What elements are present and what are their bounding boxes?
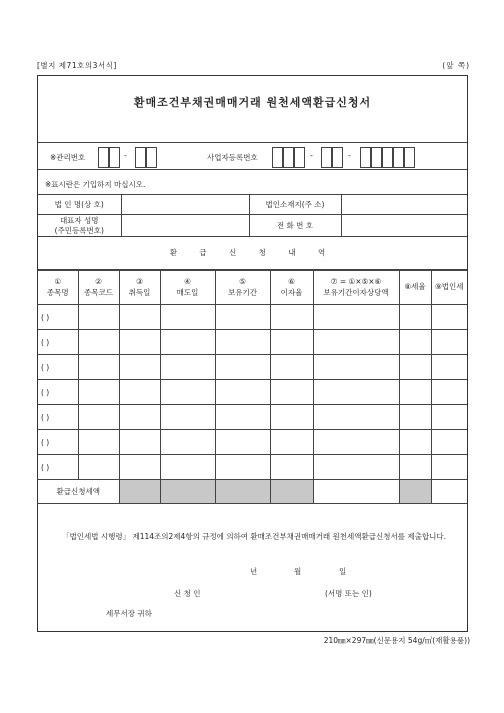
total-row	[38, 480, 467, 504]
column-header	[270, 271, 313, 305]
column-label: 종목명	[46, 287, 69, 297]
table-cell[interactable]	[215, 405, 270, 430]
management-no-box-1[interactable]	[98, 147, 109, 168]
corp-name-field[interactable]	[121, 195, 249, 215]
table-cell[interactable]	[399, 430, 431, 455]
applicant-label: 신 청 인	[174, 589, 201, 598]
table-row	[38, 430, 467, 455]
table-cell[interactable]	[160, 330, 215, 355]
column-label: 이자율	[280, 287, 303, 297]
refund-detail-table	[38, 270, 467, 504]
table-row	[38, 330, 467, 355]
code-placeholder: ( )	[41, 362, 50, 372]
table-cell[interactable]	[270, 330, 313, 355]
table-cell[interactable]	[270, 355, 313, 380]
table-cell[interactable]	[78, 430, 119, 455]
shaded-cell	[399, 480, 431, 504]
code-placeholder: ( )	[41, 437, 50, 447]
resident-number-label: (주민등록번호)	[54, 225, 104, 235]
business-reg-label: 사업자등록번호	[207, 153, 258, 162]
column-number: ⑥	[288, 277, 295, 286]
table-cell[interactable]	[313, 430, 399, 455]
column-label: ⑧세율	[404, 282, 426, 292]
business-reg-box-7[interactable]	[371, 147, 382, 168]
table-cell[interactable]	[160, 405, 215, 430]
management-no-box-2[interactable]	[109, 147, 120, 168]
corp-name-label: 법 인 명(상 호)	[38, 195, 121, 215]
table-cell[interactable]	[431, 330, 467, 355]
table-cell[interactable]	[119, 355, 160, 380]
column-label: ⑨법인세	[435, 282, 464, 292]
table-header-row	[38, 271, 467, 305]
management-row	[38, 142, 467, 170]
statement-text: 「법인세법 시행령」 제114조의2제4항의 규정에 의하여 환매조건부채권매매거래 원천세액환급신청서를 제출합니다.	[62, 532, 446, 541]
column-label: 보유기간이자상당액	[323, 287, 389, 297]
table-row	[38, 355, 467, 380]
table-cell[interactable]	[270, 380, 313, 405]
corp-address-label: 법인소재지(주 소)	[249, 195, 341, 215]
business-reg-box-5[interactable]	[332, 147, 343, 168]
page-side-label: (앞 쪽)	[442, 61, 470, 70]
table-cell[interactable]	[119, 430, 160, 455]
business-reg-box-2[interactable]	[283, 147, 294, 168]
management-no-box-3[interactable]	[135, 147, 146, 168]
table-cell[interactable]	[399, 305, 431, 330]
table-row	[38, 405, 467, 430]
table-cell[interactable]	[399, 355, 431, 380]
column-number: ④	[184, 277, 191, 286]
dash: -	[310, 151, 313, 160]
column-number: ①	[54, 277, 62, 286]
representative-field[interactable]	[121, 215, 249, 237]
code-placeholder: ( )	[41, 312, 50, 322]
table-cell[interactable]	[119, 380, 160, 405]
code-placeholder: ( )	[41, 337, 50, 347]
section-title: 환 급 신 청 내 역	[38, 236, 467, 270]
table-cell[interactable]	[399, 380, 431, 405]
table-cell[interactable]	[215, 430, 270, 455]
column-header	[119, 271, 160, 305]
phone-field[interactable]	[341, 215, 467, 237]
table-cell[interactable]	[431, 355, 467, 380]
form-title: 환매조건부채권매매거래 원천세액환급신청서	[133, 96, 372, 109]
table-cell[interactable]	[313, 330, 399, 355]
form-frame	[37, 75, 468, 632]
table-cell[interactable]	[119, 305, 160, 330]
representative-name-label: 대표자 성명	[59, 216, 99, 226]
day-label: 일	[339, 567, 347, 576]
signature-label: (서명 또는 인)	[325, 589, 372, 598]
column-number: ⑤	[239, 277, 246, 286]
table-row	[38, 455, 467, 480]
item-name-cell[interactable]	[38, 405, 78, 430]
year-label: 년	[250, 567, 258, 576]
column-number: ②	[95, 277, 102, 286]
column-header	[78, 271, 119, 305]
month-label: 월	[294, 567, 302, 576]
table-cell[interactable]	[399, 330, 431, 355]
table-cell[interactable]	[160, 355, 215, 380]
shaded-cell	[215, 480, 270, 504]
table-cell[interactable]	[313, 405, 399, 430]
paper-spec: 210㎜×297㎜(신문용지 54g/㎡(재활용품))	[323, 636, 470, 645]
applicant-info-table	[38, 194, 467, 237]
table-cell[interactable]	[270, 305, 313, 330]
column-header	[215, 271, 270, 305]
column-label: 취득일	[128, 287, 151, 297]
table-cell[interactable]	[215, 455, 270, 480]
dash: -	[124, 151, 127, 160]
item-name-cell[interactable]	[38, 330, 78, 355]
item-name-cell[interactable]	[38, 355, 78, 380]
table-cell[interactable]	[431, 380, 467, 405]
dash: -	[348, 151, 351, 160]
table-cell[interactable]	[78, 405, 119, 430]
table-cell[interactable]	[431, 430, 467, 455]
column-header	[431, 271, 467, 305]
total-tax-field[interactable]	[431, 480, 467, 504]
table-cell[interactable]	[215, 330, 270, 355]
business-reg-box-3[interactable]	[294, 147, 305, 168]
table-cell[interactable]	[119, 405, 160, 430]
table-cell[interactable]	[313, 305, 399, 330]
recipient-label: 세무서장 귀하	[106, 609, 152, 618]
business-reg-box-8[interactable]	[382, 147, 393, 168]
table-cell[interactable]	[399, 455, 431, 480]
table-cell[interactable]	[215, 355, 270, 380]
table-cell[interactable]	[431, 455, 467, 480]
code-placeholder: ( )	[41, 462, 50, 472]
table-row	[38, 380, 467, 405]
total-label: 환급신청세액	[38, 480, 119, 504]
table-cell[interactable]	[270, 430, 313, 455]
business-reg-box-10[interactable]	[404, 147, 415, 168]
table-cell[interactable]	[78, 355, 119, 380]
table-cell[interactable]	[119, 330, 160, 355]
item-name-cell[interactable]	[38, 305, 78, 330]
note: ※표시란은 기입하지 마십시오.	[45, 180, 146, 189]
shaded-cell	[119, 480, 160, 504]
table-cell[interactable]	[160, 455, 215, 480]
table-cell[interactable]	[313, 380, 399, 405]
table-cell[interactable]	[270, 455, 313, 480]
column-header	[38, 271, 78, 305]
shaded-cell	[270, 480, 313, 504]
business-reg-box-6[interactable]	[360, 147, 371, 168]
table-cell[interactable]	[431, 405, 467, 430]
table-cell[interactable]	[160, 430, 215, 455]
corp-address-field[interactable]	[341, 195, 467, 215]
table-cell[interactable]	[215, 380, 270, 405]
table-cell[interactable]	[78, 455, 119, 480]
phone-label: 전 화 번 호	[249, 215, 341, 237]
table-cell[interactable]	[119, 455, 160, 480]
column-label: 종목코드	[84, 287, 113, 297]
table-row	[38, 305, 467, 330]
table-cell[interactable]	[78, 380, 119, 405]
table-cell[interactable]	[215, 305, 270, 330]
business-reg-box-9[interactable]	[393, 147, 404, 168]
table-cell[interactable]	[399, 405, 431, 430]
management-no-label: ※관리번호	[50, 153, 86, 162]
item-name-cell[interactable]	[38, 380, 78, 405]
table-cell[interactable]	[270, 405, 313, 430]
column-label: 매도일	[176, 287, 199, 297]
shaded-cell	[160, 480, 215, 504]
table-cell[interactable]	[78, 330, 119, 355]
form-number: [별지 제71호의3서식]	[37, 61, 117, 70]
column-number: ③	[136, 277, 143, 286]
table-cell[interactable]	[431, 305, 467, 330]
table-cell[interactable]	[313, 455, 399, 480]
column-label: 보유기간	[228, 287, 257, 297]
table-cell[interactable]	[160, 380, 215, 405]
code-placeholder: ( )	[41, 387, 50, 397]
business-reg-box-1[interactable]	[272, 147, 283, 168]
table-cell[interactable]	[160, 305, 215, 330]
total-interest-field[interactable]	[313, 480, 399, 504]
table-cell[interactable]	[313, 355, 399, 380]
business-reg-box-4[interactable]	[321, 147, 332, 168]
table-cell[interactable]	[78, 305, 119, 330]
column-number: ⑦ = ①×⑤×⑥	[330, 277, 382, 286]
item-name-cell[interactable]	[38, 455, 78, 480]
column-header	[399, 271, 431, 305]
column-header	[160, 271, 215, 305]
item-name-cell[interactable]	[38, 430, 78, 455]
column-header	[313, 271, 399, 305]
representative-label	[38, 215, 121, 237]
management-no-box-4[interactable]	[146, 147, 157, 168]
code-placeholder: ( )	[41, 412, 50, 422]
